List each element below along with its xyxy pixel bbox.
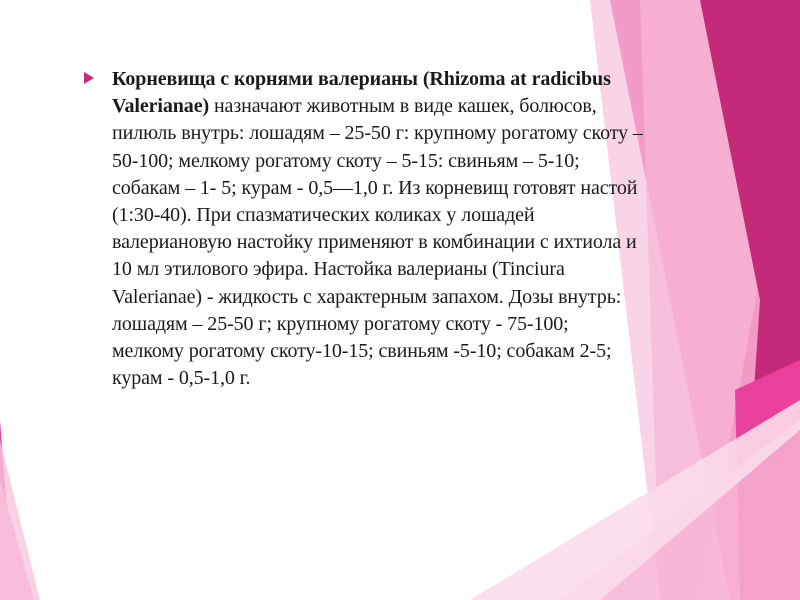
triangle-bullet-icon — [84, 72, 94, 84]
paragraph-text: назначают животным в виде кашек, болюсов, пилюль внутрь: лошадям – 25-50 г: крупному рогатому скоту – 50-100; мелкому рогатому скоту – 5-15: свиньям – 5-10; собакам – 1- 5; курам - 0,5—1,0 г. Из корневищ готовят настой (1:30-40). При спазматических коликах у лошадей валериановую настойку применяют в комбинации с ихтиола и 10 мл этилового эфира. Настойка валерианы (Tinciura Valerianae) - жидкость с характерным запахом. Дозы внутрь: лошадям – 25-50 г; крупному рогатому скоту - 75-100; мелкому рогатому скоту-10-15; свиньям -5-10; собакам 2-5; курам - 0,5-1,0 г. — [112, 95, 643, 390]
left-bottom-pale-shard — [0, 440, 40, 600]
bold-lead-text: Корневища с корнями валерианы (Rhizoma at radicibus Valerianae) — [112, 68, 611, 118]
bullet-paragraph — [112, 66, 644, 392]
content-block — [84, 66, 644, 392]
